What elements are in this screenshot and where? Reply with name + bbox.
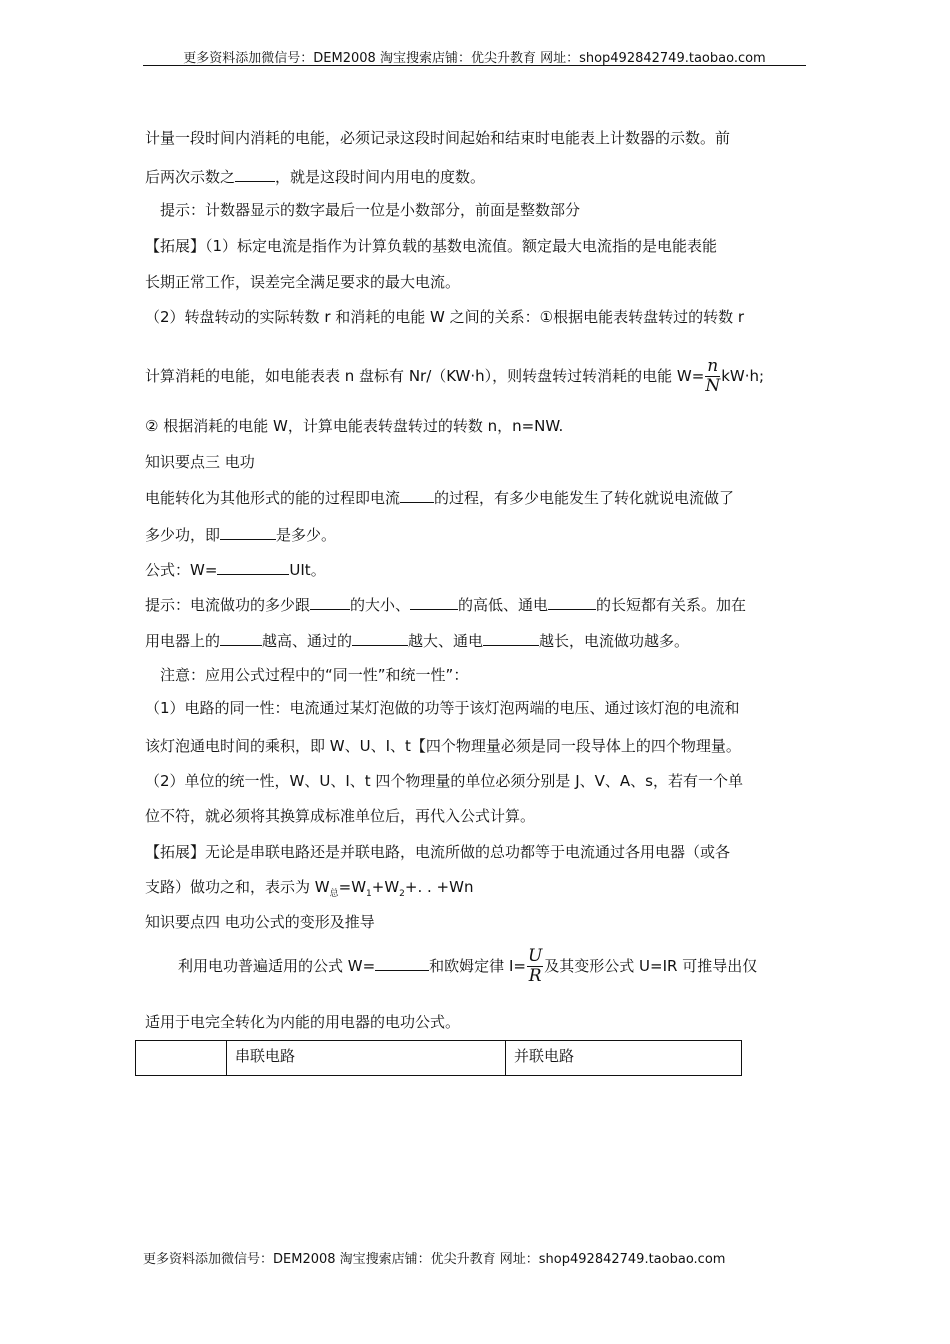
- table-header-parallel: 并联电路: [506, 1041, 742, 1076]
- text-line: 提示：计数器显示的数字最后一位是小数部分，前面是整数部分: [160, 201, 581, 219]
- section-heading: 知识要点三 电功: [145, 453, 255, 471]
- text-line: 公式：W= UIt。: [145, 558, 326, 580]
- fill-blank: [217, 558, 289, 575]
- fill-blank: [483, 629, 539, 646]
- fill-blank: [220, 523, 276, 540]
- formula-line: 支路）做功之和，表示为 $W_总=W_1+W_2+$. . +Wn: [145, 878, 474, 899]
- section-heading: 知识要点四 电功公式的变形及推导: [145, 913, 375, 931]
- text-line: 【拓展】（1）标定电流是指作为计算负载的基数电流值。额定最大电流指的是电能表能: [145, 237, 718, 255]
- text-line: 后两次示数之 ，就是这段时间内用电的度数。: [145, 165, 485, 187]
- fill-blank: [352, 629, 408, 646]
- header-rule: [143, 65, 806, 66]
- fill-blank: [400, 486, 434, 503]
- fill-blank: [548, 593, 596, 610]
- text-line: 用电器上的 越高、通过的 越大、通电 越长，电流做功越多。: [145, 629, 689, 651]
- fraction-U-over-R: $\frac{U}{R}$: [527, 946, 543, 986]
- text-line: 提示：电流做功的多少跟 的大小、 的高低、通电 的长短都有关系。加在: [145, 593, 746, 615]
- text-line: 【拓展】无论是串联电路还是并联电路，电流所做的总功都等于电流通过各用电器（或各: [145, 843, 731, 861]
- text-line: 计算消耗的电能，如电能表表 n 盘标有 Nr/（KW·h），则转盘转过转消耗的电能 W= $\frac{n}{N}$ kW·h;: [145, 356, 765, 396]
- text-line: （2）转盘转动的实际转数 r 和消耗的电能 W 之间的关系：①根据电能表转盘转过的转数 r: [145, 308, 745, 326]
- text-line: 计量一段时间内消耗的电能，必须记录这段时间起始和结束时电能表上计数器的示数。前: [145, 129, 731, 147]
- fraction-n-over-N: $\frac{n}{N}$: [705, 356, 721, 396]
- fill-blank: [235, 165, 275, 182]
- table-cell: [136, 1041, 227, 1076]
- page-header: 更多资料添加微信号：DEM2008 淘宝搜索店铺：优尖升教育 网址：shop492842749.taobao.com: [183, 51, 766, 66]
- text-line: 该灯泡通电时间的乘积，即 W、U、I、t【四个物理量必须是同一段导体上的四个物理量。: [145, 737, 741, 755]
- page-footer: 更多资料添加微信号：DEM2008 淘宝搜索店铺：优尖升教育 网址：shop492842749.taobao.com: [143, 1252, 726, 1267]
- text-line: 利用电功普遍适用的公式 W= 和欧姆定律 I= $\frac{U}{R}$ 及其变形公式 U=IR 可推导出仅: [178, 946, 758, 986]
- text-line: （1）电路的同一性：电流通过某灯泡做的功等于该灯泡两端的电压、通过该灯泡的电流和: [145, 699, 740, 717]
- comparison-table: [135, 1040, 742, 1076]
- text-line: 多少功，即 是多少。: [145, 523, 336, 545]
- text-line: 注意：应用公式过程中的“同一性”和统一性”：: [160, 666, 469, 684]
- text-line: 位不符，就必须将其换算成标准单位后，再代入公式计算。: [145, 807, 536, 825]
- fill-blank: [375, 954, 429, 971]
- table-row: [136, 1041, 742, 1076]
- fill-blank: [220, 629, 262, 646]
- text-line: （2）单位的统一性，W、U、I、t 四个物理量的单位必须分别是 J、V、A、s，若有一个单: [145, 772, 743, 790]
- table-header-series: 串联电路: [227, 1041, 506, 1076]
- text-line: 适用于电完全转化为内能的用电器的电功公式。: [145, 1013, 461, 1031]
- text-line: 电能转化为其他形式的能的过程即电流 的过程，有多少电能发生了转化就说电流做了: [145, 486, 734, 508]
- text-line: ② 根据消耗的电能 W，计算电能表转盘转过的转数 n，n=NW.: [145, 417, 564, 435]
- fill-blank: [310, 593, 350, 610]
- text-line: 长期正常工作，误差完全满足要求的最大电流。: [145, 273, 461, 291]
- fill-blank: [410, 593, 458, 610]
